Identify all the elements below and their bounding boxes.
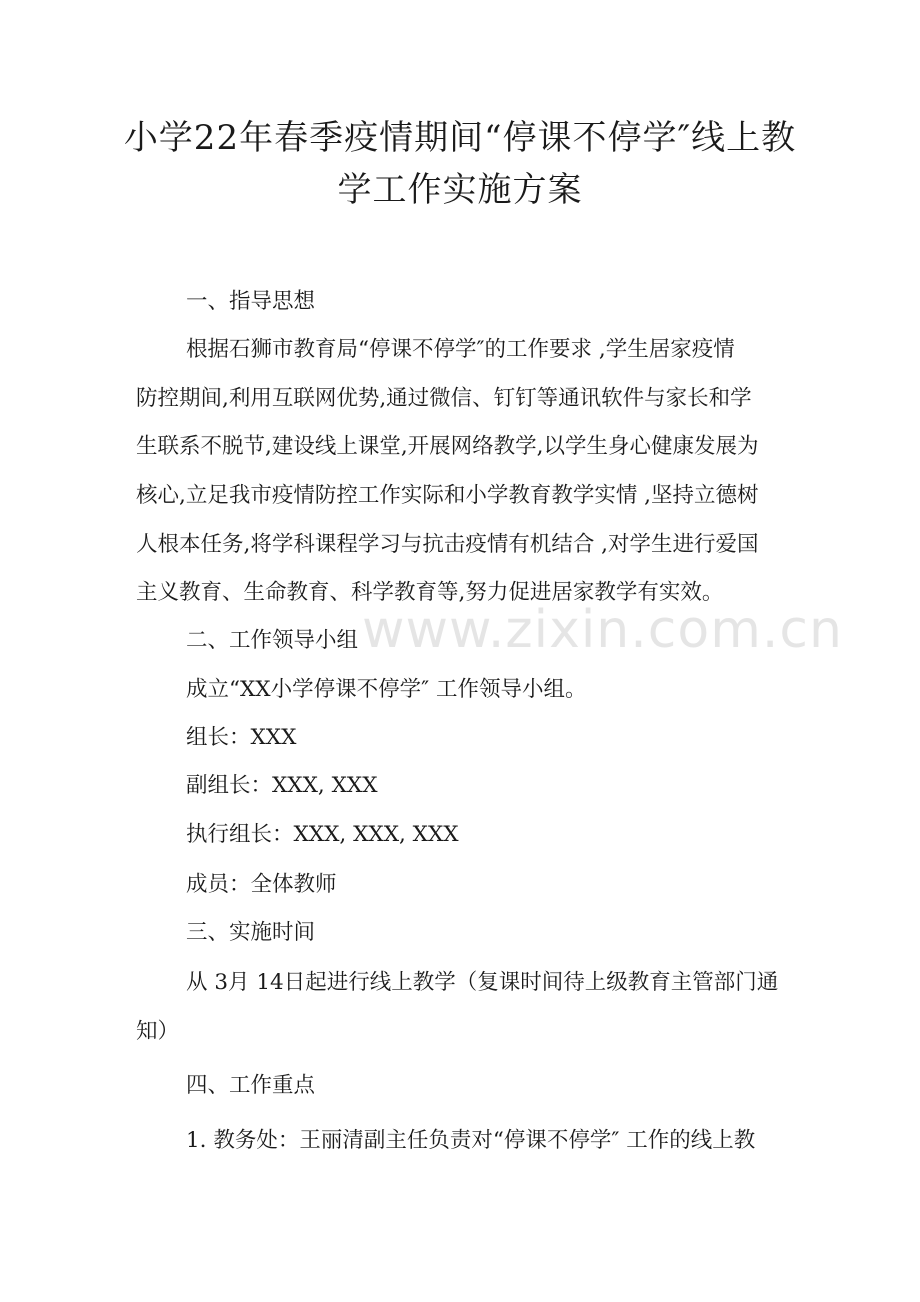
title-line-1: 小学22年春季疫情期间“停课不停学″线上教 <box>123 118 797 158</box>
section-1-paragraph-line: 根据石狮市教育局“停课不停学″的工作要求 ,学生居家疫情 <box>186 337 735 362</box>
section-1-heading: 一、指导思想 <box>186 289 316 314</box>
section-1-paragraph-line: 主义教育、生命教育、科学教育等,努力促进居家教学有实效。 <box>136 580 724 605</box>
section-1-paragraph-line: 防控期间,利用互联网优势,通过微信、钉钉等通讯软件与家长和学 <box>136 386 752 411</box>
section-3-paragraph-line: 从 3月 14日起进行线上教学（复课时间待上级教育主管部门通 <box>186 970 779 995</box>
group-leader-line: 组长：XXX <box>186 725 297 750</box>
section-1-paragraph-line: 生联系不脱节,建设线上课堂,开展网络教学,以学生身心健康发展为 <box>136 434 759 459</box>
title-line-2: 学工作实施方案 <box>337 170 583 210</box>
section-2-paragraph: 成立“XX小学停课不停学″ 工作领导小组。 <box>186 677 587 702</box>
section-4-paragraph-line: 1. 教务处：王丽清副主任负责对“停课不停学″ 工作的线上教 <box>186 1128 756 1153</box>
section-4-heading: 四、工作重点 <box>186 1073 316 1098</box>
site-watermark: www.zixin.com.cn <box>362 600 843 660</box>
members-line: 成员：全体教师 <box>186 872 337 897</box>
document-title <box>110 112 810 216</box>
section-3-heading: 三、实施时间 <box>186 920 316 945</box>
section-3-paragraph-line: 知） <box>136 1019 180 1044</box>
section-1-paragraph-line: 人根本任务,将学科课程学习与抗击疫情有机结合 ,对学生进行爱国 <box>136 532 759 557</box>
section-1-paragraph-line: 核心,立足我市疫情防控工作实际和小学教育教学实情 ,坚持立德树 <box>136 483 759 508</box>
deputy-leader-line: 副组长：XXX, XXX <box>186 773 378 798</box>
executive-leader-line: 执行组长：XXX, XXX, XXX <box>186 822 459 847</box>
section-2-heading: 二、工作领导小组 <box>186 628 359 653</box>
